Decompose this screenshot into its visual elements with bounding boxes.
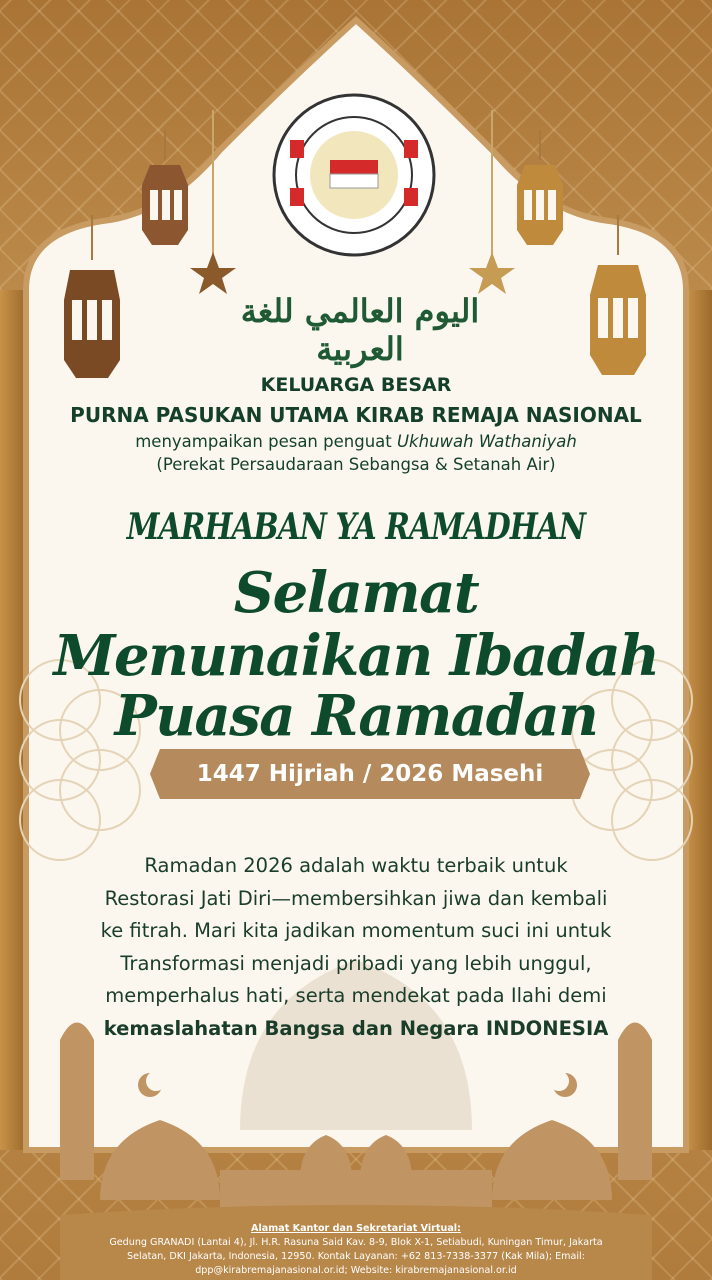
message-line-bold: kemaslahatan Bangsa dan Negara INDONESIA [103,1016,609,1040]
message-line: memperhalus hati, serta mendekat pada Ilahi demi [105,984,607,1007]
footer-line: dpp@kirabremajanasional.or.id; Website: kirabremajanasional.or.id [195,1265,517,1276]
message-line: Restorasi Jati Diri—membersihkan jiwa dan kembali [104,886,608,910]
heading-organization: PURNA PASUKAN UTAMA KIRAB REMAJA NASIONAL [70,403,642,427]
marhaban-title: MARHABAN YA RAMADHAN [126,506,586,548]
arabic-calligraphy: اليوم العالمي للغة العربية [240,292,480,368]
heading-keluarga: KELUARGA BESAR [260,374,452,396]
date-banner [160,749,580,799]
footer-line: Gedung GRANADI (Lantai 4), Jl. H.R. Rasuna Said Kav. 8-9, Blok X-1, Setiabudi, Kuningan Timur, Jakarta [109,1237,603,1248]
footer-line: Selatan, DKI Jakarta, Indonesia, 12950. Kontak Layanan: +62 813-7338-3377 (Kak Mila); Email: [127,1251,585,1262]
message-subtitle: (Perekat Persaudaraan Sebangsa & Setanah Air) [156,455,556,474]
message-intro [0,432,712,451]
lantern-icon [142,165,188,245]
lantern-icon [590,265,646,375]
lantern-icon [517,165,563,245]
date-banner-label: 1447 Hijriah / 2026 Masehi [196,761,544,787]
headline-menunaikan: Menunaikan Ibadah [53,623,659,689]
headline-selamat: Selamat [233,560,479,626]
organization-logo [274,95,434,255]
ramadan-message [50,850,662,1045]
footer-heading: Alamat Kantor dan Sekretariat Virtual: [251,1223,461,1234]
headline-puasa: Puasa Ramadan [114,683,598,749]
message-intro-prefix: menyampaikan pesan penguat [135,432,397,451]
message-line: Transformasi menjadi pribadi yang lebih unggul, [120,951,592,975]
message-line: ke fitrah. Mari kita jadikan momentum suci ini untuk [100,919,612,942]
message-intro-italic: Ukhuwah Wathaniyah [396,432,577,451]
lantern-icon [64,270,120,378]
footer-address [0,1222,712,1278]
message-line: Ramadan 2026 adalah waktu terbaik untuk [144,854,568,877]
